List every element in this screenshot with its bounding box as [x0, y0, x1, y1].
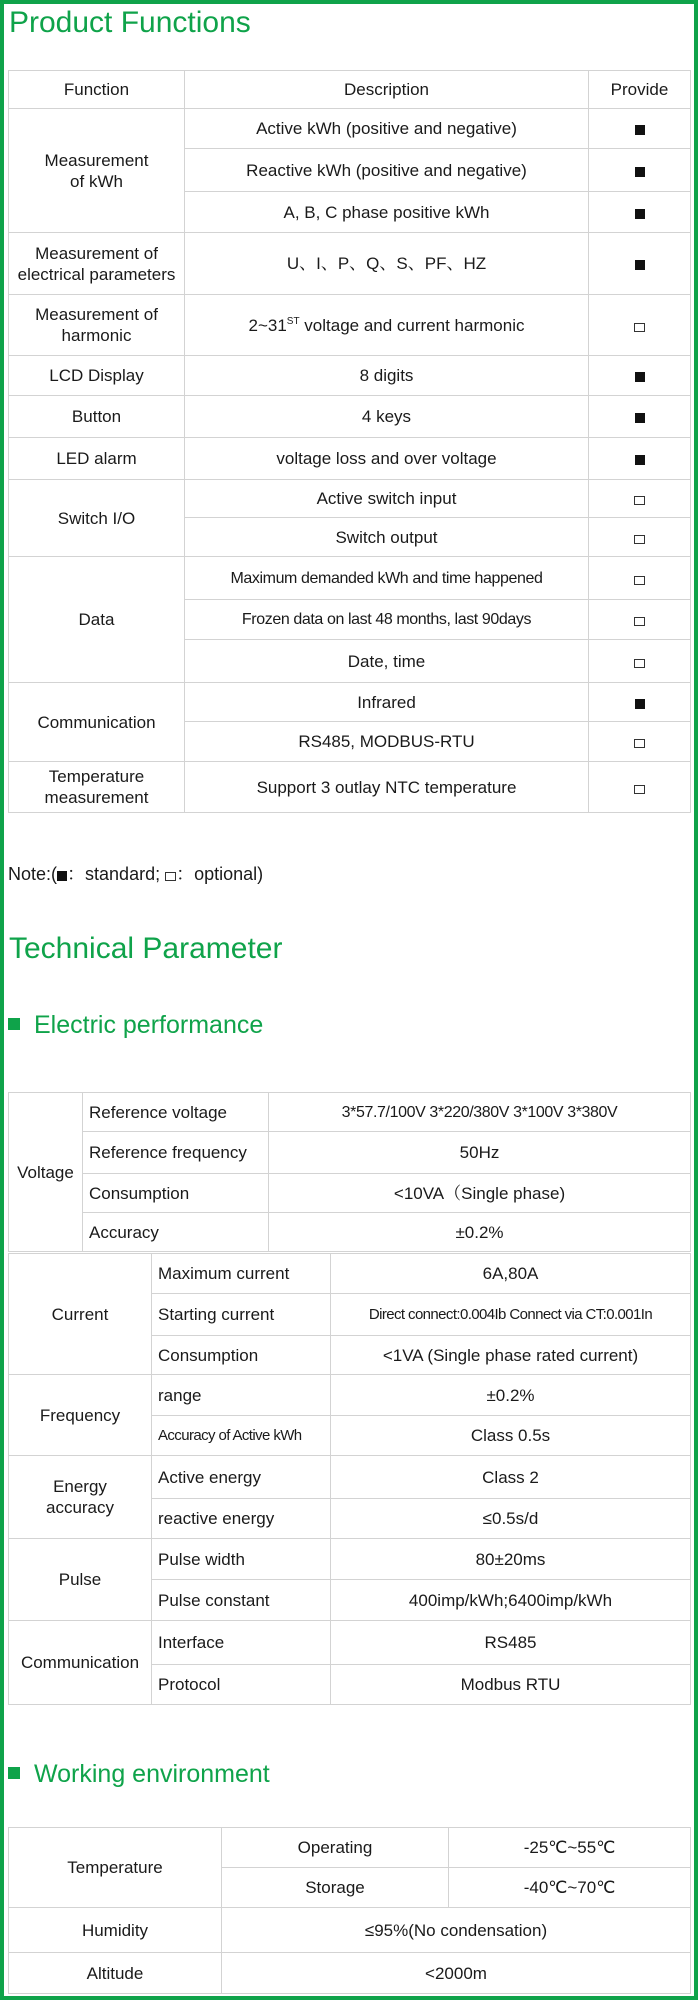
- table-row: [9, 683, 691, 722]
- square-bullet-icon: [8, 1018, 20, 1030]
- hollow-square-icon: [634, 785, 645, 794]
- param-value: ±0.2%: [331, 1375, 691, 1416]
- square-bullet-icon: [8, 1767, 20, 1779]
- param-name: Protocol: [152, 1665, 331, 1705]
- hollow-square-icon: [634, 576, 645, 585]
- description-cell: 4 keys: [185, 396, 589, 438]
- table-header-row: [9, 71, 691, 109]
- electric-params-table: [8, 1253, 691, 1705]
- subsection-title-working-environment: Working environment: [8, 1760, 270, 1789]
- hollow-square-icon: [634, 496, 645, 505]
- param-name: range: [152, 1375, 331, 1416]
- param-name: Maximum current: [152, 1254, 331, 1294]
- param-value: ±0.2%: [269, 1213, 691, 1252]
- function-cell: LCD Display: [9, 356, 185, 396]
- table-row: [9, 1621, 691, 1665]
- filled-square-icon: [635, 125, 645, 135]
- hollow-square-icon: [634, 323, 645, 332]
- section-title-technical-parameter: Technical Parameter: [9, 932, 283, 965]
- product-functions-table: [8, 70, 691, 813]
- param-value: Class 2: [331, 1456, 691, 1499]
- param-name: Active energy: [152, 1456, 331, 1499]
- provide-cell: [589, 295, 691, 356]
- param-value: <10VA（Single phase): [269, 1174, 691, 1213]
- filled-square-icon: [635, 372, 645, 382]
- description-cell: RS485, MODBUS-RTU: [185, 722, 589, 762]
- table-row: [9, 1093, 691, 1132]
- table-row: [9, 396, 691, 438]
- description-cell: Reactive kWh (positive and negative): [185, 149, 589, 192]
- group-label: Temperature: [9, 1828, 222, 1908]
- table-row: [9, 1174, 691, 1213]
- table-row: [9, 438, 691, 480]
- table-row: [9, 1213, 691, 1252]
- table-row: [9, 109, 691, 149]
- param-name: Operating: [222, 1828, 449, 1868]
- param-value: RS485: [331, 1621, 691, 1665]
- param-value: <2000m: [222, 1953, 691, 1994]
- param-value: 50Hz: [269, 1132, 691, 1174]
- table-row: [9, 557, 691, 600]
- param-value: 400imp/kWh;6400imp/kWh: [331, 1580, 691, 1621]
- provide-cell: [589, 233, 691, 295]
- group-label: Altitude: [9, 1953, 222, 1994]
- param-name: Accuracy: [83, 1213, 269, 1252]
- provide-cell: [589, 192, 691, 233]
- provide-cell: [589, 640, 691, 683]
- description-cell: Switch output: [185, 518, 589, 557]
- table-row: [9, 295, 691, 356]
- function-cell: Communication: [9, 683, 185, 762]
- param-value: -25℃~55℃: [449, 1828, 691, 1868]
- voltage-table: [8, 1092, 691, 1252]
- provide-cell: [589, 438, 691, 480]
- param-value: <1VA (Single phase rated current): [331, 1336, 691, 1375]
- description-cell: voltage loss and over voltage: [185, 438, 589, 480]
- column-header-function: Function: [9, 71, 185, 109]
- param-value: Direct connect:0.004Ib Connect via CT:0.001In: [331, 1294, 691, 1336]
- table-row: [9, 1828, 691, 1868]
- provide-cell: [589, 480, 691, 518]
- param-name: Reference voltage: [83, 1093, 269, 1132]
- param-value: Class 0.5s: [331, 1416, 691, 1456]
- function-cell: Measurement of kWh: [9, 109, 185, 233]
- filled-square-icon: [635, 209, 645, 219]
- provide-cell: [589, 149, 691, 192]
- param-name: Pulse width: [152, 1539, 331, 1580]
- provide-cell: [589, 600, 691, 640]
- hollow-square-icon: [634, 739, 645, 748]
- group-label: Energy accuracy: [9, 1456, 152, 1539]
- param-name: Accuracy of Active kWh: [152, 1416, 331, 1456]
- param-name: Storage: [222, 1868, 449, 1908]
- description-cell: U、I、P、Q、S、PF、HZ: [185, 233, 589, 295]
- function-cell: Measurement of harmonic: [9, 295, 185, 356]
- hollow-square-icon: [634, 617, 645, 626]
- table-row: [9, 1953, 691, 1994]
- provide-cell: [589, 518, 691, 557]
- filled-square-icon: [635, 167, 645, 177]
- group-label: Communication: [9, 1621, 152, 1705]
- param-value: ≤0.5s/d: [331, 1499, 691, 1539]
- provide-cell: [589, 356, 691, 396]
- description-cell: Active switch input: [185, 480, 589, 518]
- param-name: reactive energy: [152, 1499, 331, 1539]
- provide-cell: [589, 722, 691, 762]
- provide-cell: [589, 762, 691, 813]
- param-value: -40℃~70℃: [449, 1868, 691, 1908]
- function-cell: Data: [9, 557, 185, 683]
- function-cell: Switch I/O: [9, 480, 185, 557]
- group-label: Humidity: [9, 1908, 222, 1953]
- description-cell: Active kWh (positive and negative): [185, 109, 589, 149]
- param-value: 80±20ms: [331, 1539, 691, 1580]
- hollow-square-icon: [165, 872, 176, 881]
- param-name: Consumption: [152, 1336, 331, 1375]
- param-name: Interface: [152, 1621, 331, 1665]
- description-cell: Support 3 outlay NTC temperature: [185, 762, 589, 813]
- function-cell: Measurement of electrical parameters: [9, 233, 185, 295]
- table-row: [9, 1908, 691, 1953]
- subsection-title-electric-performance: Electric performance: [8, 1011, 263, 1040]
- table-row: [9, 1456, 691, 1499]
- description-cell: 2~31ST voltage and current harmonic: [185, 295, 589, 356]
- description-cell: Maximum demanded kWh and time happened: [185, 557, 589, 600]
- description-cell: Infrared: [185, 683, 589, 722]
- filled-square-icon: [635, 455, 645, 465]
- table-row: [9, 1254, 691, 1294]
- provide-cell: [589, 396, 691, 438]
- table-row: [9, 762, 691, 813]
- param-value: Modbus RTU: [331, 1665, 691, 1705]
- function-cell: Button: [9, 396, 185, 438]
- description-cell: Frozen data on last 48 months, last 90days: [185, 600, 589, 640]
- function-cell: Temperature measurement: [9, 762, 185, 813]
- group-label: Voltage: [9, 1093, 83, 1252]
- param-name: Pulse constant: [152, 1580, 331, 1621]
- hollow-square-icon: [634, 535, 645, 544]
- param-value: 6A,80A: [331, 1254, 691, 1294]
- table-row: [9, 480, 691, 518]
- filled-square-icon: [57, 871, 67, 881]
- function-cell: LED alarm: [9, 438, 185, 480]
- group-label: Frequency: [9, 1375, 152, 1456]
- param-value: 3*57.7/100V 3*220/380V 3*100V 3*380V: [269, 1093, 691, 1132]
- table-row: [9, 1375, 691, 1416]
- section-title-product-functions: Product Functions: [9, 6, 251, 39]
- legend-note: Note:( ：standard; ：optional): [8, 864, 264, 884]
- param-value: ≤95%(No condensation): [222, 1908, 691, 1953]
- filled-square-icon: [635, 413, 645, 423]
- working-environment-table: [8, 1827, 691, 1994]
- description-cell: A, B, C phase positive kWh: [185, 192, 589, 233]
- filled-square-icon: [635, 260, 645, 270]
- group-label: Current: [9, 1254, 152, 1375]
- param-name: Starting current: [152, 1294, 331, 1336]
- provide-cell: [589, 683, 691, 722]
- table-row: [9, 1132, 691, 1174]
- provide-cell: [589, 109, 691, 149]
- filled-square-icon: [635, 699, 645, 709]
- table-row: [9, 356, 691, 396]
- param-name: Consumption: [83, 1174, 269, 1213]
- group-label: Pulse: [9, 1539, 152, 1621]
- description-cell: 8 digits: [185, 356, 589, 396]
- hollow-square-icon: [634, 659, 645, 668]
- table-row: [9, 1539, 691, 1580]
- provide-cell: [589, 557, 691, 600]
- description-cell: Date, time: [185, 640, 589, 683]
- table-row: [9, 233, 691, 295]
- column-header-description: Description: [185, 71, 589, 109]
- column-header-provide: Provide: [589, 71, 691, 109]
- param-name: Reference frequency: [83, 1132, 269, 1174]
